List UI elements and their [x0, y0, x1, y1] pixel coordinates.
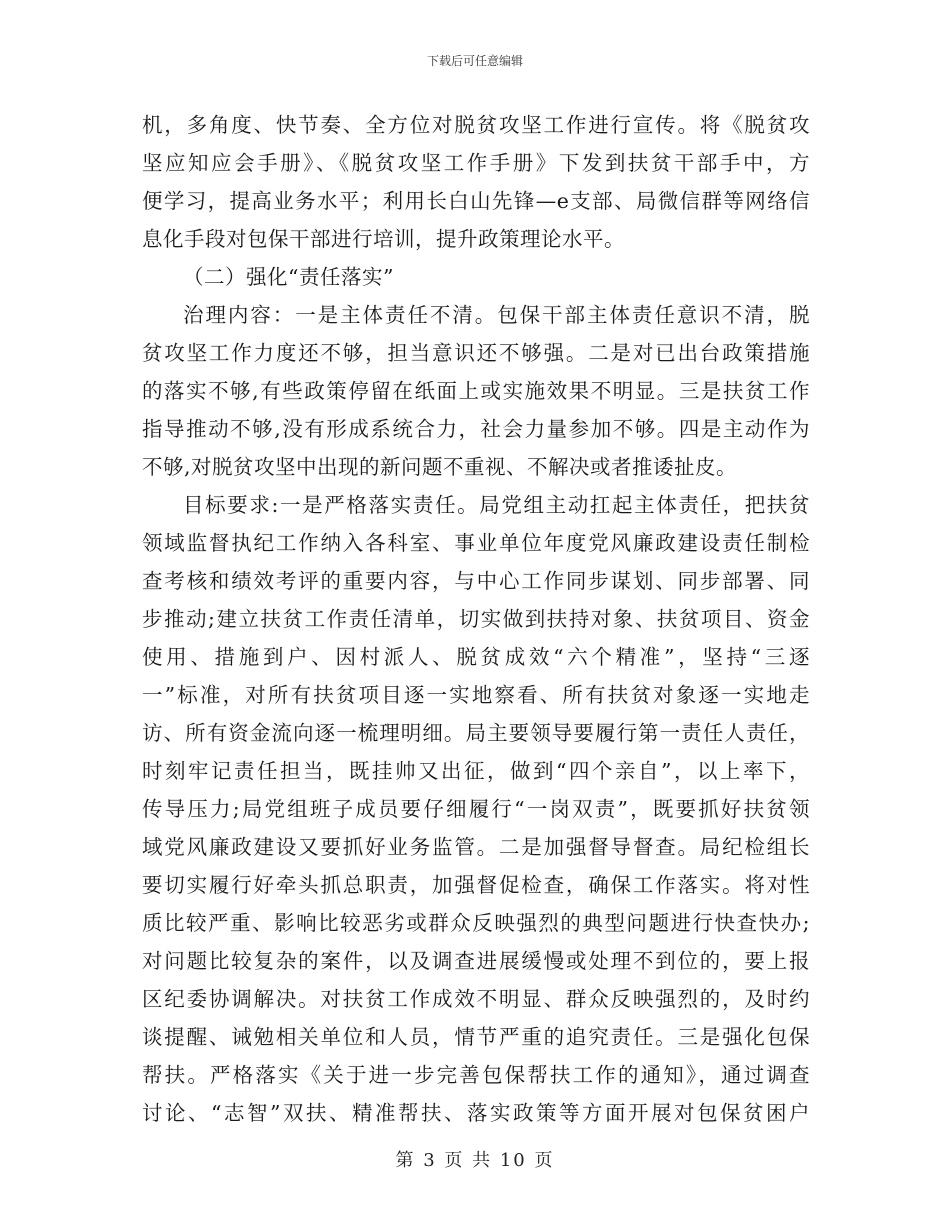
body-line: 时刻牢记责任担当，既挂帅又出征，做到“四个亲自”，以上率下，	[142, 759, 810, 783]
body-line: 使用、措施到户、因村派人、脱贫成效“六个精准”，坚持“三逐	[142, 645, 810, 669]
document-body	[142, 106, 810, 1132]
body-line: 目标要求:一是严格落实责任。局党组主动扛起主体责任，把扶贫	[183, 493, 810, 517]
body-line: 贫攻坚工作力度还不够，担当意识还不够强。二是对已出台政策措施	[142, 341, 810, 365]
body-line: 访、所有资金流向逐一梳理明细。局主要领导要履行第一责任人责任，	[142, 721, 810, 745]
body-line: 要切实履行好牵头抓总职责，加强督促检查，确保工作落实。将对性	[142, 873, 810, 897]
body-line: 领域监督执纪工作纳入各科室、事业单位年度党风廉政建设责任制检	[142, 531, 810, 555]
body-line: 步推动;建立扶贫工作责任清单，切实做到扶持对象、扶贫项目、资金	[142, 607, 810, 631]
body-line: 质比较严重、影响比较恶劣或群众反映强烈的典型问题进行快查快办;	[142, 911, 810, 935]
body-line: 谈提醒、诫勉相关单位和人员，情节严重的追究责任。三是强化包保	[142, 1025, 810, 1049]
body-line: 区纪委协调解决。对扶贫工作成效不明显、群众反映强烈的，及时约	[142, 987, 810, 1011]
body-line: 不够,对脱贫攻坚中出现的新问题不重视、不解决或者推诿扯皮。	[142, 455, 738, 479]
body-line: 的落实不够,有些政策停留在纸面上或实施效果不明显。三是扶贫工作	[142, 379, 810, 403]
body-line: 便学习，提高业务水平；利用长白山先锋—e支部、局微信群等网络信	[142, 189, 810, 213]
body-line: 机，多角度、快节奏、全方位对脱贫攻坚工作进行宣传。将《脱贫攻	[142, 113, 810, 137]
section-heading: （二）强化“责任落实”	[183, 265, 394, 289]
body-line: 对问题比较复杂的案件，以及调查进展缓慢或处理不到位的，要上报	[142, 949, 810, 973]
body-line: 帮扶。严格落实《关于进一步完善包保帮扶工作的通知》，通过调查	[142, 1063, 810, 1087]
body-line: 治理内容：一是主体责任不清。包保干部主体责任意识不清，脱	[183, 303, 810, 327]
page-number-footer: 第 3 页 共 10 页	[395, 1150, 555, 1171]
page-header-note: 下载后可任意编辑	[426, 54, 523, 68]
body-line: 一”标准，对所有扶贫项目逐一实地察看、所有扶贫对象逐一实地走	[142, 683, 810, 707]
body-line: 传导压力;局党组班子成员要仔细履行“一岗双责”，既要抓好扶贫领	[142, 797, 810, 821]
body-line: 域党风廉政建设又要抓好业务监管。二是加强督导督查。局纪检组长	[142, 835, 810, 859]
body-line: 坚应知应会手册》、《脱贫攻坚工作手册》下发到扶贫干部手中，方	[142, 151, 810, 175]
body-line: 息化手段对包保干部进行培训，提升政策理论水平。	[142, 227, 625, 251]
body-line: 指导推动不够,没有形成系统合力，社会力量参加不够。四是主动作为	[142, 417, 810, 441]
body-line: 讨论、“志智”双扶、精准帮扶、落实政策等方面开展对包保贫困户	[142, 1101, 810, 1125]
body-line: 查考核和绩效考评的重要内容，与中心工作同步谋划、同步部署、同	[142, 569, 810, 593]
